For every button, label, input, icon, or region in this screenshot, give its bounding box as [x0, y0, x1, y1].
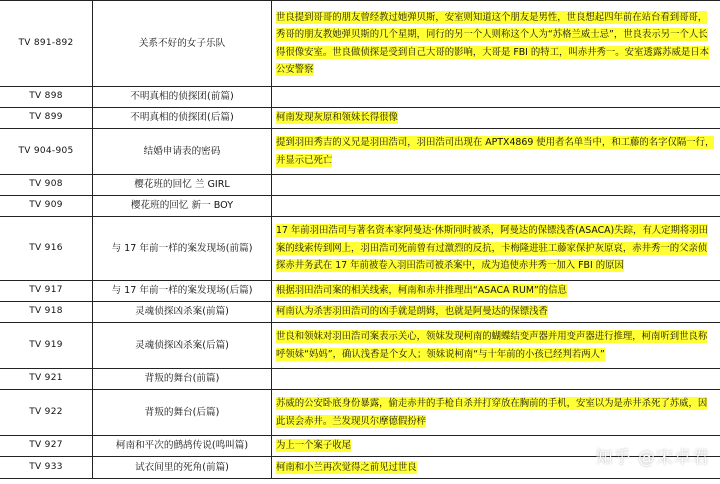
note-highlight: 为上一个案子收尾: [276, 440, 352, 452]
table-row: [0, 281, 720, 302]
table-row: [0, 369, 720, 390]
episode-note: [272, 196, 720, 217]
episode-title: 樱花班的回忆 兰 GIRL: [93, 175, 272, 196]
table-row: [0, 436, 720, 457]
episode-note: [272, 175, 720, 196]
note-highlight: 世良和领妹对羽田浩司案表示关心，领妹发现柯南的蝴蝶结变声器并用变声器进行推理，柯南听到世良称呼领妹“妈妈”，确认浅香是个女人；领妹说柯南“与十年前的小孩已经判若两人”: [276, 331, 708, 360]
episode-number: TV 919: [0, 323, 93, 369]
episode-title: 灵魂侦探凶杀案(后篇): [93, 323, 272, 369]
note-highlight: 苏威的公安卧底身份暴露，偷走赤井的手枪自杀并打穿放在胸前的手机，安室以为是赤井杀死了苏威，因此误会赤井。兰发现贝尔摩德假扮梓: [276, 398, 708, 427]
episode-title: 樱花班的回忆 新一 BOY: [93, 196, 272, 217]
note-highlight: 17 年前羽田浩司与著名资本家阿曼达·休斯同时被杀，阿曼达的保镖浅香(ASACA)失踪，有人定期将羽田案的线索传到网上，羽田浩司死前曾有过激烈的反抗，卡梅隆进驻工藤家保护灰原哀，赤井秀一的父亲侦探赤井务武在 17 年前被卷入羽田浩司被杀案中，成为追使赤井秀一加入 FBI 的原因: [276, 225, 708, 272]
episode-title: 与 17 年前一样的案发现场(后篇): [93, 281, 272, 302]
episode-note: [272, 369, 720, 390]
table-row: [0, 87, 720, 108]
episode-title: 背叛的舞台(前篇): [93, 369, 272, 390]
note-highlight: 柯南认为杀害羽田浩司的凶手就是朗姆，也就是阿曼达的保镖浅香: [276, 306, 548, 318]
table-row: [0, 108, 720, 129]
episode-number: TV 899: [0, 108, 93, 129]
episode-number: TV 904-905: [0, 129, 93, 175]
episode-title: 背叛的舞台(后篇): [93, 390, 272, 436]
note-highlight: 根据羽田浩司案的相关线索，柯南和赤井推理出“ASACA RUM”的信息: [276, 285, 567, 297]
episode-title: 不明真相的侦探团(后篇): [93, 108, 272, 129]
note-highlight: 柯南和小兰再次觉得之前见过世良: [276, 461, 417, 473]
episode-title: 灵魂侦探凶杀案(前篇): [93, 302, 272, 323]
table-row: [0, 302, 720, 323]
episode-number: TV 917: [0, 281, 93, 302]
episode-title: 试衣间里的死角(前篇): [93, 457, 272, 479]
episode-number: TV 933: [0, 457, 93, 479]
episode-note: [272, 436, 720, 457]
episode-title: 与 17 年前一样的案发现场(前篇): [93, 217, 272, 281]
episode-note: [272, 108, 720, 129]
episode-number: TV 918: [0, 302, 93, 323]
episode-title: 结婚申请表的密码: [93, 129, 272, 175]
episode-number: TV 898: [0, 87, 93, 108]
table-row: [0, 390, 720, 436]
episode-note: [272, 390, 720, 436]
episode-note: [272, 217, 720, 281]
table-row: [0, 1, 720, 87]
episode-title: 关系不好的女子乐队: [93, 1, 272, 87]
episode-number: TV 921: [0, 369, 93, 390]
episode-number: TV 916: [0, 217, 93, 281]
table-row: [0, 323, 720, 369]
episode-number: TV 891-892: [0, 1, 93, 87]
note-highlight: 柯南发现灰原和领妹长得很像: [276, 112, 398, 124]
episode-note: [272, 1, 720, 87]
table-row: [0, 129, 720, 175]
episode-title: 柯南和平次的鹧鸪传说(鸣叫篇): [93, 436, 272, 457]
note-highlight: 世良提到哥哥的朋友曾经教过她弹贝斯，安室则知道这个朋友是男性，世良想起四年前在站台看到哥哥，秀哥的朋友教她弹贝斯的几个星期，同行的另一个人则称这个人为“苏格兰威士忌”，世良表示另一个人长得很像安室。世良做侦探是受到自己大哥的影响，大哥是 FBI 的特工，叫赤井秀一。安室透露苏威是日本公安警察: [276, 11, 710, 75]
note-highlight: 提到羽田秀吉的义兄是羽田浩司，羽田浩司出现在 APTX4869 使用者名单当中，和工藤的名字仅隔一行，并显示已死亡: [276, 137, 715, 166]
episode-number: TV 908: [0, 175, 93, 196]
episode-note: [272, 281, 720, 302]
episode-note: [272, 129, 720, 175]
episode-note: [272, 87, 720, 108]
episode-note: [272, 323, 720, 369]
episode-title: 不明真相的侦探团(前篇): [93, 87, 272, 108]
episode-number: TV 927: [0, 436, 93, 457]
table-row: [0, 457, 720, 479]
table-row: [0, 196, 720, 217]
table-row: [0, 175, 720, 196]
episode-number: TV 922: [0, 390, 93, 436]
episode-note: [272, 302, 720, 323]
table-row: [0, 217, 720, 281]
episode-number: TV 909: [0, 196, 93, 217]
episode-note: [272, 457, 720, 479]
zhihu-watermark: 知乎 @宋卓君: [595, 448, 710, 468]
